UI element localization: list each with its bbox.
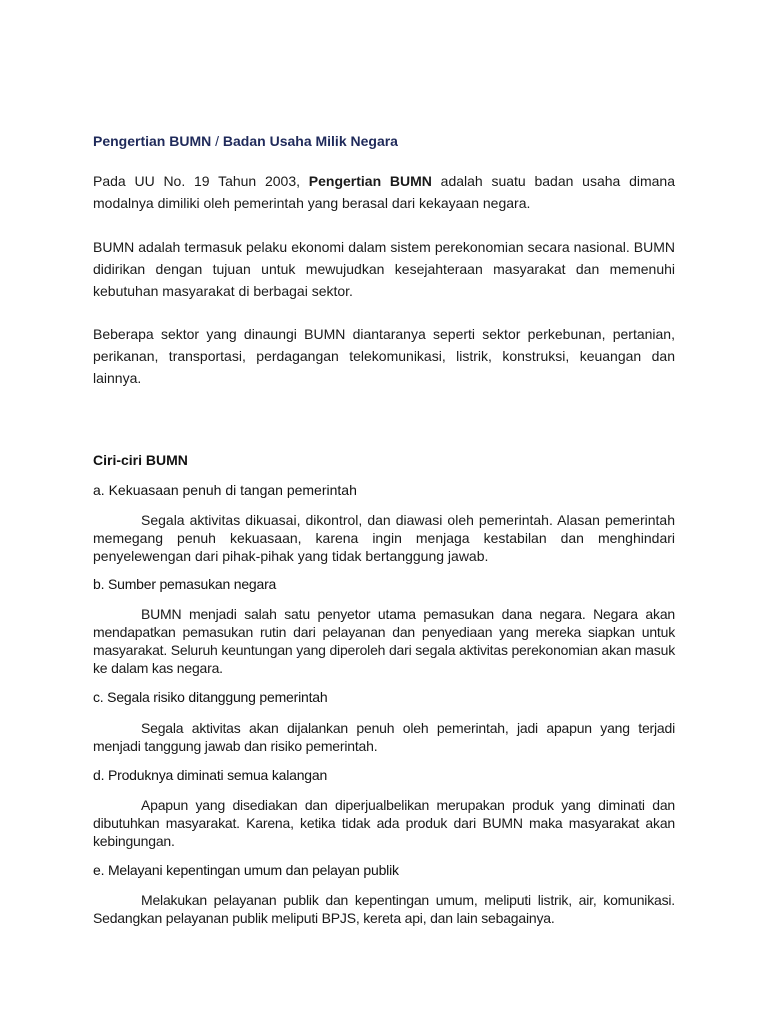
item-e-body: Melakukan pelayanan publik dan kepentingan umum, meliputi listrik, air, komunikasi. Sedangkan pelayanan publik meliputi BPJS, kereta api, dan lain sebagainya. bbox=[93, 892, 675, 926]
item-e-label: e. Melayani kepentingan umum dan pelayan publik bbox=[93, 862, 399, 878]
item-a-body: Segala aktivitas dikuasai, dikontrol, dan diawasi oleh pemerintah. Alasan pemerintah memegang penuh kekuasaan, karena ingin menjaga kestabilan dan menghindari penyelewengan dari pihak-pihak yang tidak bertanggung jawab. bbox=[93, 512, 675, 564]
intro-bold: Pengertian BUMN bbox=[308, 173, 432, 189]
paragraph-2: BUMN adalah termasuk pelaku ekonomi dalam sistem perekonomian secara nasional. BUMN didirikan dengan tujuan untuk mewujudkan kesejahteraan masyarakat dan memenuhi kebutuhan masyarakat di berbagai sektor. bbox=[93, 239, 675, 299]
document-title bbox=[93, 133, 398, 149]
item-c-label: c. Segala risiko ditanggung pemerintah bbox=[93, 689, 328, 705]
title-part1: Pengertian BUMN bbox=[93, 133, 212, 149]
item-c-body: Segala aktivitas akan dijalankan penuh oleh pemerintah, jadi apapun yang terjadi menjadi tanggung jawab dan risiko pemerintah. bbox=[93, 720, 675, 754]
title-part2: Badan Usaha Milik Negara bbox=[222, 133, 398, 149]
section-heading-ciri: Ciri-ciri BUMN bbox=[93, 452, 188, 468]
intro-rest: adalah suatu badan usaha dimana modalnya dimiliki oleh pemerintah yang berasal dari kekayaan negara. bbox=[93, 173, 675, 211]
intro-lead: Pada UU No. 19 Tahun 2003, bbox=[93, 173, 309, 189]
title-separator: / bbox=[211, 133, 223, 149]
item-b-label: b. Sumber pemasukan negara bbox=[93, 576, 277, 592]
item-b-body: BUMN menjadi salah satu penyetor utama pemasukan dana negara. Negara akan mendapatkan pemasukan rutin dari pelayanan dan penyediaan yang mereka siapkan untuk masyarakat. Seluruh keuntungan yang diperoleh dari segala aktivitas perekonomian akan masuk ke dalam kas negara. bbox=[93, 606, 675, 676]
intro-paragraph bbox=[93, 170, 675, 214]
item-a-label: a. Kekuasaan penuh di tangan pemerintah bbox=[93, 482, 357, 498]
paragraph-3: Beberapa sektor yang dinaungi BUMN diantaranya seperti sektor perkebunan, pertanian, perikanan, transportasi, perdagangan telekomunikasi, listrik, konstruksi, keuangan dan lainnya. bbox=[93, 326, 675, 386]
item-d-label: d. Produknya diminati semua kalangan bbox=[93, 767, 328, 783]
item-d-body: Apapun yang disediakan dan diperjualbelikan merupakan produk yang diminati dan dibutuhkan masyarakat. Karena, ketika tidak ada produk dari BUMN maka masyarakat akan kebingungan. bbox=[93, 797, 675, 849]
